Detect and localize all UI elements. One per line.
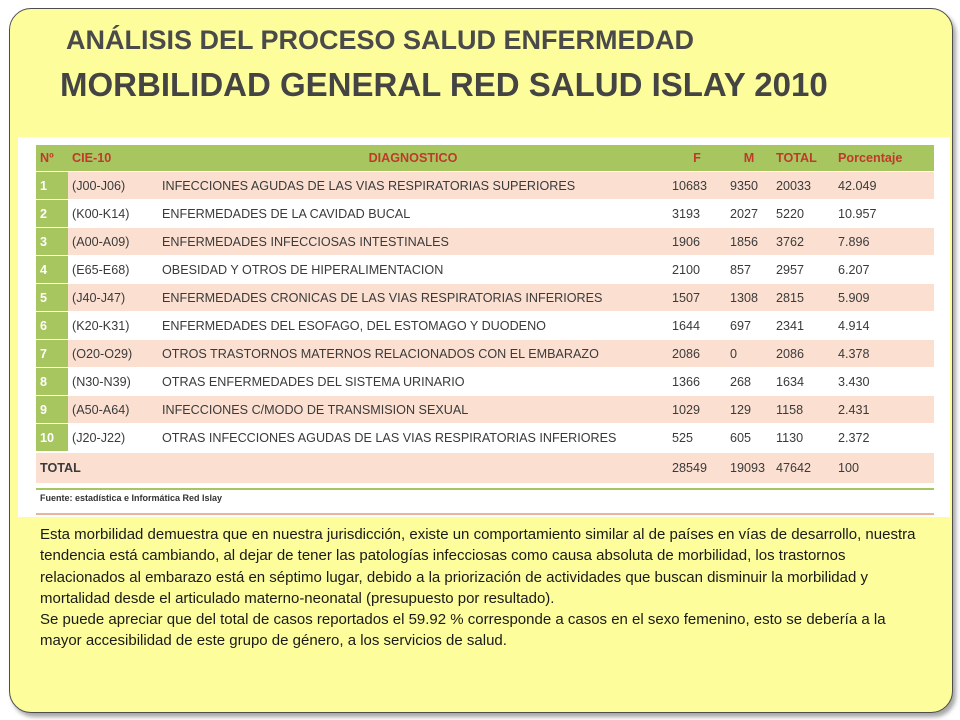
cell-diagnostico: OTRAS INFECCIONES AGUDAS DE LAS VIAS RESPIRATORIAS INFERIORES	[158, 424, 668, 453]
table-bottom-rule	[36, 513, 934, 515]
cell-total: 1130	[772, 424, 834, 453]
cell-diagnostico: ENFERMEDADES INFECCIOSAS INTESTINALES	[158, 228, 668, 256]
slide	[9, 8, 953, 713]
header-m: M	[726, 145, 772, 172]
header-cie10: CIE-10	[68, 145, 158, 172]
cell-f: 3193	[668, 200, 726, 228]
cell-m: 268	[726, 368, 772, 396]
cell-no: 4	[36, 256, 68, 284]
cell-diagnostico: OTRAS ENFERMEDADES DEL SISTEMA URINARIO	[158, 368, 668, 396]
cell-total: 20033	[772, 172, 834, 200]
cell-f: 1507	[668, 284, 726, 312]
total-label: TOTAL	[36, 452, 668, 483]
cell-no: 5	[36, 284, 68, 312]
cell-cie10: (A50-A64)	[68, 396, 158, 424]
table-row	[36, 340, 934, 368]
cell-total: 2815	[772, 284, 834, 312]
cell-m: 0	[726, 340, 772, 368]
header-diagnostico: DIAGNOSTICO	[158, 145, 668, 172]
cell-porcentaje: 7.896	[834, 228, 934, 256]
morbidity-table	[36, 145, 934, 483]
cell-cie10: (J20-J22)	[68, 424, 158, 453]
cell-cie10: (J00-J06)	[68, 172, 158, 200]
analysis-text	[40, 524, 920, 652]
cell-f: 1644	[668, 312, 726, 340]
cell-cie10: (K00-K14)	[68, 200, 158, 228]
cell-diagnostico: INFECCIONES C/MODO DE TRANSMISION SEXUAL	[158, 396, 668, 424]
cell-m: 9350	[726, 172, 772, 200]
cell-porcentaje: 4.378	[834, 340, 934, 368]
header-no: Nº	[36, 145, 68, 172]
header-total: TOTAL	[772, 145, 834, 172]
cell-m: 605	[726, 424, 772, 453]
cell-porcentaje: 2.431	[834, 396, 934, 424]
cell-total: 1634	[772, 368, 834, 396]
table-row	[36, 200, 934, 228]
cell-no: 1	[36, 172, 68, 200]
table-image-area	[18, 137, 950, 517]
cell-porcentaje: 42.049	[834, 172, 934, 200]
cell-f: 10683	[668, 172, 726, 200]
cell-diagnostico: INFECCIONES AGUDAS DE LAS VIAS RESPIRATORIAS SUPERIORES	[158, 172, 668, 200]
cell-cie10: (K20-K31)	[68, 312, 158, 340]
cell-total: 1158	[772, 396, 834, 424]
table-row	[36, 172, 934, 200]
cell-no: 10	[36, 424, 68, 453]
cell-no: 9	[36, 396, 68, 424]
cell-f: 2086	[668, 340, 726, 368]
cell-no: 7	[36, 340, 68, 368]
total-total: 47642	[772, 452, 834, 483]
cell-m: 129	[726, 396, 772, 424]
cell-diagnostico: ENFERMEDADES DEL ESOFAGO, DEL ESTOMAGO Y DUODENO	[158, 312, 668, 340]
table-row	[36, 312, 934, 340]
cell-diagnostico: OBESIDAD Y OTROS DE HIPERALIMENTACION	[158, 256, 668, 284]
cell-no: 8	[36, 368, 68, 396]
table-row	[36, 256, 934, 284]
table-footer-rule	[36, 488, 934, 490]
total-f: 28549	[668, 452, 726, 483]
cell-f: 1029	[668, 396, 726, 424]
table-row	[36, 284, 934, 312]
table-header-row	[36, 145, 934, 172]
cell-porcentaje: 6.207	[834, 256, 934, 284]
cell-total: 2086	[772, 340, 834, 368]
cell-cie10: (A00-A09)	[68, 228, 158, 256]
cell-cie10: (N30-N39)	[68, 368, 158, 396]
cell-porcentaje: 2.372	[834, 424, 934, 453]
slide-subtitle: MORBILIDAD GENERAL RED SALUD ISLAY 2010	[60, 66, 828, 103]
cell-total: 2341	[772, 312, 834, 340]
cell-f: 525	[668, 424, 726, 453]
cell-no: 6	[36, 312, 68, 340]
cell-porcentaje: 10.957	[834, 200, 934, 228]
total-m: 19093	[726, 452, 772, 483]
analysis-paragraph-1: Esta morbilidad demuestra que en nuestra jurisdicción, existe un comportamiento similar al de países en vías de desarrollo, nuestra tendencia está cambiando, al dejar de tener las patologías infecciosas como causa absoluta de morbilidad, los trastornos relacionados al embarazo está en séptimo lugar, debido a la priorización de actividades que buscan disminuir la morbilidad y mortalidad desde el articulado materno-neonatal (presupuesto por resultado).	[40, 526, 916, 607]
cell-m: 1308	[726, 284, 772, 312]
cell-m: 697	[726, 312, 772, 340]
cell-diagnostico: ENFERMEDADES CRONICAS DE LAS VIAS RESPIRATORIAS INFERIORES	[158, 284, 668, 312]
table-total-row	[36, 452, 934, 483]
header-f: F	[668, 145, 726, 172]
total-porcentaje: 100	[834, 452, 934, 483]
table-row	[36, 368, 934, 396]
table-source-note: Fuente: estadística e Informática Red Islay	[40, 493, 223, 503]
table-row	[36, 424, 934, 453]
cell-m: 857	[726, 256, 772, 284]
cell-f: 1366	[668, 368, 726, 396]
cell-f: 2100	[668, 256, 726, 284]
cell-total: 2957	[772, 256, 834, 284]
cell-m: 2027	[726, 200, 772, 228]
slide-title: ANÁLISIS DEL PROCESO SALUD ENFERMEDAD	[66, 25, 695, 55]
cell-total: 3762	[772, 228, 834, 256]
cell-cie10: (O20-O29)	[68, 340, 158, 368]
cell-f: 1906	[668, 228, 726, 256]
table-row	[36, 396, 934, 424]
cell-cie10: (E65-E68)	[68, 256, 158, 284]
cell-total: 5220	[772, 200, 834, 228]
cell-porcentaje: 5.909	[834, 284, 934, 312]
header-porcentaje: Porcentaje	[834, 145, 934, 172]
cell-m: 1856	[726, 228, 772, 256]
cell-no: 3	[36, 228, 68, 256]
cell-diagnostico: OTROS TRASTORNOS MATERNOS RELACIONADOS CON EL EMBARAZO	[158, 340, 668, 368]
table-row	[36, 228, 934, 256]
analysis-paragraph-2: Se puede apreciar que del total de casos reportados el 59.92 % corresponde a casos en el sexo femenino, esto se debería a la mayor accesibilidad de este grupo de género, a los servicios de salud.	[40, 611, 886, 650]
cell-porcentaje: 3.430	[834, 368, 934, 396]
cell-no: 2	[36, 200, 68, 228]
cell-porcentaje: 4.914	[834, 312, 934, 340]
cell-diagnostico: ENFERMEDADES DE LA CAVIDAD BUCAL	[158, 200, 668, 228]
cell-cie10: (J40-J47)	[68, 284, 158, 312]
